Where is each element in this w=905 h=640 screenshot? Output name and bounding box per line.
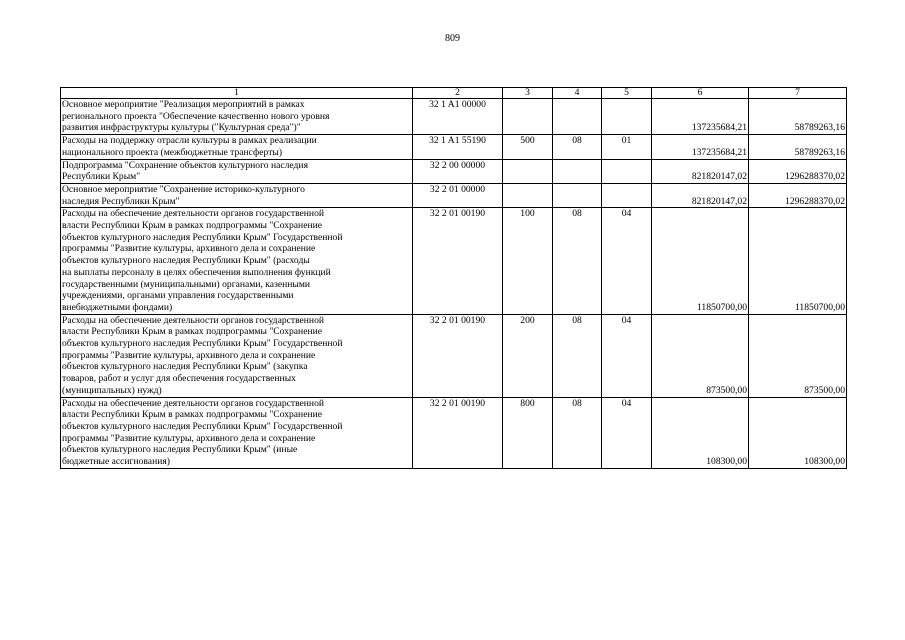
column-header: 1 [61, 88, 413, 99]
row-amount-col6: 11850700,00 [652, 208, 749, 314]
row-amount-col6: 137235684,21 [652, 99, 749, 135]
row-subsection-code [602, 99, 652, 135]
table-row [61, 314, 847, 397]
column-header: 3 [503, 88, 553, 99]
row-name: Основное мероприятие "Сохранение историко-культурного наследия Республики Крым" [61, 183, 413, 207]
row-subsection-code: 04 [602, 397, 652, 468]
row-expense-type-code: 100 [503, 208, 553, 314]
row-name: Расходы на обеспечение деятельности органов государственной власти Республики Крым в рамках подпрограммы "Сохранение объектов культурного наследия Республики Крым" Государственной программы "Развитие культуры, архивного дела и сохранение объектов культурного наследия Республики Крым" (расходы на выплаты персоналу в целях обеспечения выполнения функций государственными (муниципальными) органами, казенными учреждениями, органами управления государственными внебюджетными фондами) [61, 208, 413, 314]
table-row [61, 208, 847, 314]
row-amount-col7: 11850700,00 [749, 208, 847, 314]
row-subsection-code: 04 [602, 208, 652, 314]
row-section-code: 08 [553, 314, 602, 397]
row-name: Расходы на обеспечение деятельности органов государственной власти Республики Крым в рамках подпрограммы "Сохранение объектов культурного наследия Республики Крым" Государственной программы "Развитие культуры, архивного дела и сохранение объектов культурного наследия Республики Крым" (иные бюджетные ассигнования) [61, 397, 413, 468]
row-subsection-code [602, 159, 652, 183]
table-header-row [61, 88, 847, 99]
row-section-code [553, 99, 602, 135]
row-subsection-code: 01 [602, 135, 652, 159]
row-amount-col7: 1296288370,02 [749, 159, 847, 183]
row-amount-col6: 137235684,21 [652, 135, 749, 159]
row-target-article-code: 32 2 01 00190 [413, 397, 503, 468]
row-target-article-code: 32 1 A1 55190 [413, 135, 503, 159]
row-target-article-code: 32 2 01 00000 [413, 183, 503, 207]
row-target-article-code: 32 2 01 00190 [413, 314, 503, 397]
row-name: Расходы на поддержку отрасли культуры в рамках реализации национального проекта (межбюджетные трансферты) [61, 135, 413, 159]
column-header: 5 [602, 88, 652, 99]
row-target-article-code: 32 2 01 00190 [413, 208, 503, 314]
row-amount-col6: 873500,00 [652, 314, 749, 397]
column-header: 4 [553, 88, 602, 99]
row-amount-col7: 108300,00 [749, 397, 847, 468]
row-expense-type-code: 200 [503, 314, 553, 397]
row-name: Расходы на обеспечение деятельности органов государственной власти Республики Крым в рамках подпрограммы "Сохранение объектов культурного наследия Республики Крым" Государственной программы "Развитие культуры, архивного дела и сохранение объектов культурного наследия Республики Крым" (закупка товаров, работ и услуг для обеспечения государственных (муниципальных) нужд) [61, 314, 413, 397]
page-number: 809 [445, 33, 460, 44]
column-header: 2 [413, 88, 503, 99]
row-subsection-code [602, 183, 652, 207]
row-target-article-code: 32 1 A1 00000 [413, 99, 503, 135]
row-amount-col6: 108300,00 [652, 397, 749, 468]
row-name: Основное мероприятие "Реализация мероприятий в рамках регионального проекта "Обеспечение качественно нового уровня развития инфраструктуры культуры ("Культурная среда")" [61, 99, 413, 135]
row-amount-col7: 58789263,16 [749, 135, 847, 159]
row-expense-type-code [503, 183, 553, 207]
table-row [61, 397, 847, 468]
table-row [61, 135, 847, 159]
row-expense-type-code: 500 [503, 135, 553, 159]
row-section-code: 08 [553, 135, 602, 159]
table-row [61, 159, 847, 183]
row-name: Подпрограмма "Сохранение объектов культурного наследия Республики Крым" [61, 159, 413, 183]
table-row [61, 99, 847, 135]
row-expense-type-code: 800 [503, 397, 553, 468]
row-amount-col6: 821820147,02 [652, 159, 749, 183]
row-expense-type-code [503, 99, 553, 135]
row-amount-col7: 1296288370,02 [749, 183, 847, 207]
row-section-code: 08 [553, 208, 602, 314]
column-header: 6 [652, 88, 749, 99]
table-row [61, 183, 847, 207]
row-amount-col7: 58789263,16 [749, 99, 847, 135]
row-section-code: 08 [553, 397, 602, 468]
row-amount-col6: 821820147,02 [652, 183, 749, 207]
row-amount-col7: 873500,00 [749, 314, 847, 397]
row-expense-type-code [503, 159, 553, 183]
row-target-article-code: 32 2 00 00000 [413, 159, 503, 183]
row-section-code [553, 159, 602, 183]
row-subsection-code: 04 [602, 314, 652, 397]
column-header: 7 [749, 88, 847, 99]
row-section-code [553, 183, 602, 207]
budget-table [60, 87, 847, 469]
